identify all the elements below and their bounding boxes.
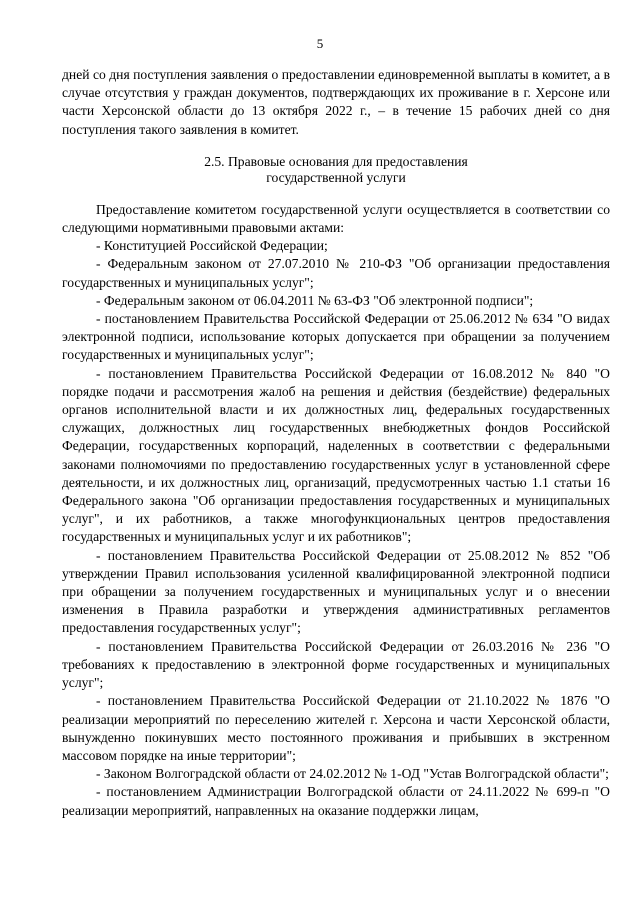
section-heading-line-2: государственной услуги bbox=[266, 169, 406, 185]
legal-act-item: - постановлением Правительства Российской Федерации от 21.10.2022 № 1876 "О реализации мероприятий по переселению жителей г. Херсона и части Херсонской области, вынужденно покинувших место постоянного проживания и прибывших в экстренном массовом порядке на иные территории"; bbox=[62, 693, 610, 763]
section-heading-line-1: 2.5. Правовые основания для предоставления bbox=[204, 153, 468, 169]
legal-act-item: - Законом Волгоградской области от 24.02.2012 № 1-ОД "Устав Волгоградской области"; bbox=[96, 766, 609, 782]
legal-act-item: - постановлением Правительства Российской Федерации от 25.08.2012 № 852 "Об утверждении Правил использования усиленной квалифицированной электронной подписи при обращении за получением государственных и муниципальных услуг и о внесении изменения в Правила разработки и утверждения административных регламентов предоставления государственных услуг"; bbox=[62, 547, 610, 636]
legal-act-item: - постановлением Правительства Российской Федерации от 25.06.2012 № 634 "О видах электронной подписи, использование которых допускается при обращении за получением государственных и муниципальных услуг"; bbox=[62, 311, 610, 363]
legal-act-item: - постановлением Администрации Волгоградской области от 24.11.2022 № 699-п "О реализации мероприятий, направленных на оказание поддержки лицам, bbox=[62, 784, 610, 818]
page-number: 5 bbox=[316, 36, 324, 51]
legal-act-item: - Федеральным законом от 27.07.2010 № 210-ФЗ "Об организации предоставления государственных и муниципальных услуг"; bbox=[62, 256, 610, 290]
intro-paragraph: дней со дня поступления заявления о предоставлении единовременной выплаты в комитет, а в случае отсутствия у граждан документов, подтверждающих их проживание в г. Херсоне или части Херсонской области до 13 октября 2022 г., – в течение 15 рабочих дней со дня поступления такого заявления в комитет. bbox=[62, 67, 610, 137]
legal-act-item: - постановлением Правительства Российской Федерации от 16.08.2012 № 840 "О порядке подачи и рассмотрения жалоб на решения и действия (бездействие) федеральных органов исполнительной власти и их должностных лиц, федеральных государственных служащих, должностных лиц государственных внебюджетных фондов Российской Федерации, государственных корпораций, наделенных в соответствии с федеральными законами полномочиями по предоставлению государственных услуг в установленной сфере деятельности, и их должностных лиц, организаций, предусмотренных частью 1.1 статьи 16 Федерального закона "Об организации предоставления государственных и муниципальных услуг", и их работников, а также многофункциональных центров предоставления государственных и муниципальных услуг и их работников"; bbox=[62, 365, 610, 545]
legal-act-item: - постановлением Правительства Российской Федерации от 26.03.2016 № 236 "О требованиях к предоставлению в электронной форме государственных и муниципальных услуг"; bbox=[62, 638, 610, 691]
legal-act-item: - Конституцией Российской Федерации; bbox=[96, 238, 328, 254]
document-body bbox=[62, 66, 610, 820]
legal-act-item: - Федеральным законом от 06.04.2011 № 63-ФЗ "Об электронной подписи"; bbox=[96, 292, 534, 308]
section-heading bbox=[62, 154, 610, 186]
section-lead-paragraph: Предоставление комитетом государственной услуги осуществляется в соответствии со следующими нормативными правовыми актами: bbox=[62, 201, 610, 236]
